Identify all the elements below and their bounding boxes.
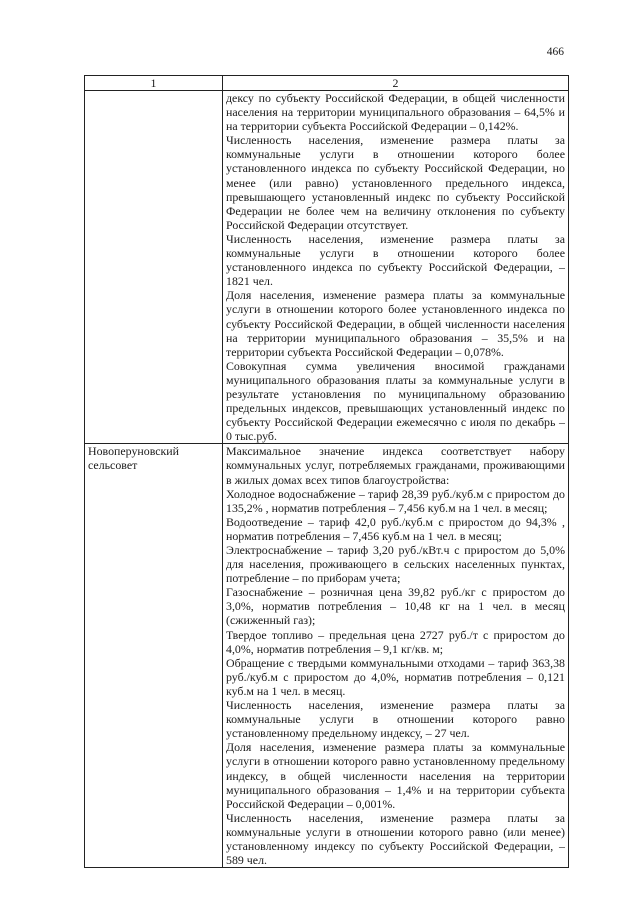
region-cell: Новоперуновский сельсовет	[85, 444, 223, 868]
paragraph: Обращение с твердыми коммунальными отходами – тариф 363,38 руб./куб.м с приростом до 4,0%, норматив потребления – 0,121 куб.м на 1 чел. в месяц.	[226, 655, 565, 698]
paragraph: Максимальное значение индекса соответствует набору коммунальных услуг, потребляемых гражданами, проживающими в жилых домах всех типов благоустройства:	[226, 444, 565, 487]
description-cell	[223, 444, 569, 868]
paragraph: Численность населения, изменение размера платы за коммунальные услуги в отношении которого более установленного индекса по субъекту Российской Федерации, но менее (или равно) установленного предельного индекса, превышающего установленный индекс по субъекту Российской Федерации не более чем на величину отклонения по субъекту Российской Федерации отсутствует.	[226, 133, 565, 232]
page-number: 466	[546, 46, 564, 58]
tariff-table	[84, 75, 569, 868]
paragraph: Численность населения, изменение размера платы за коммунальные услуги в отношении которого равно (или менее) установленному индексу по субъекту Российской Федерации, – 589 чел.	[226, 810, 565, 868]
table-row	[85, 444, 569, 868]
paragraph: дексу по субъекту Российской Федерации, в общей численности населения на территории муниципального образования – 64,5% и на территории субъекта Российской Федерации – 0,142%.	[226, 91, 565, 134]
table-header-row	[85, 76, 569, 91]
region-cell	[85, 91, 223, 444]
paragraph: Твердое топливо – предельная цена 2727 руб./т с приростом до 4,0%, норматив потребления – 9,1 кг/кв. м;	[226, 627, 565, 656]
column-header-2: 2	[223, 76, 569, 91]
paragraph: Численность населения, изменение размера платы за коммунальные услуги в отношении которого более установленного индекса по субъекту Российской Федерации, – 1821 чел.	[226, 231, 565, 289]
description-cell	[223, 91, 569, 444]
paragraph: Холодное водоснабжение – тариф 28,39 руб./куб.м с приростом до 135,2% , норматив потребления – 7,456 куб.м на 1 чел. в месяц;	[226, 486, 565, 515]
column-header-1: 1	[85, 76, 223, 91]
paragraph: Электроснабжение – тариф 3,20 руб./кВт.ч с приростом до 5,0% для населения, проживающего в сельских населенных пунктах, потребление – по приборам учета;	[226, 543, 565, 586]
table-row	[85, 91, 569, 444]
paragraph: Водоотведение – тариф 42,0 руб./куб.м с приростом до 94,3% , норматив потребления – 7,456 куб.м на 1 чел. в месяц;	[226, 514, 565, 543]
paragraph: Совокупная сумма увеличения вносимой гражданами муниципального образования платы за коммунальные услуги в результате установления по муниципальному образованию предельных индексов, превышающих установленный индекс по субъекту Российской Федерации ежемесячно с июля по декабрь – 0 тыс.руб.	[226, 358, 565, 444]
paragraph: Доля населения, изменение размера платы за коммунальные услуги в отношении которого более установленного индекса по субъекту Российской Федерации, в общей численности населения на территории муниципального образования – 35,5% и на территории субъекта Российской Федерации – 0,078%.	[226, 288, 565, 359]
paragraph: Доля населения, изменение размера платы за коммунальные услуги в отношении которого равно установленному предельному индексу, в общей численности населения на территории муниципального образования – 1,4% и на территории субъекта Российской Федерации – 0,001%.	[226, 740, 565, 811]
paragraph: Численность населения, изменение размера платы за коммунальные услуги в отношении которого равно установленному предельному индексу, – 27 чел.	[226, 698, 565, 741]
paragraph: Газоснабжение – розничная цена 39,82 руб./кг с приростом до 3,0%, норматив потребления – 10,48 кг на 1 чел. в месяц (сжиженный газ);	[226, 585, 565, 628]
